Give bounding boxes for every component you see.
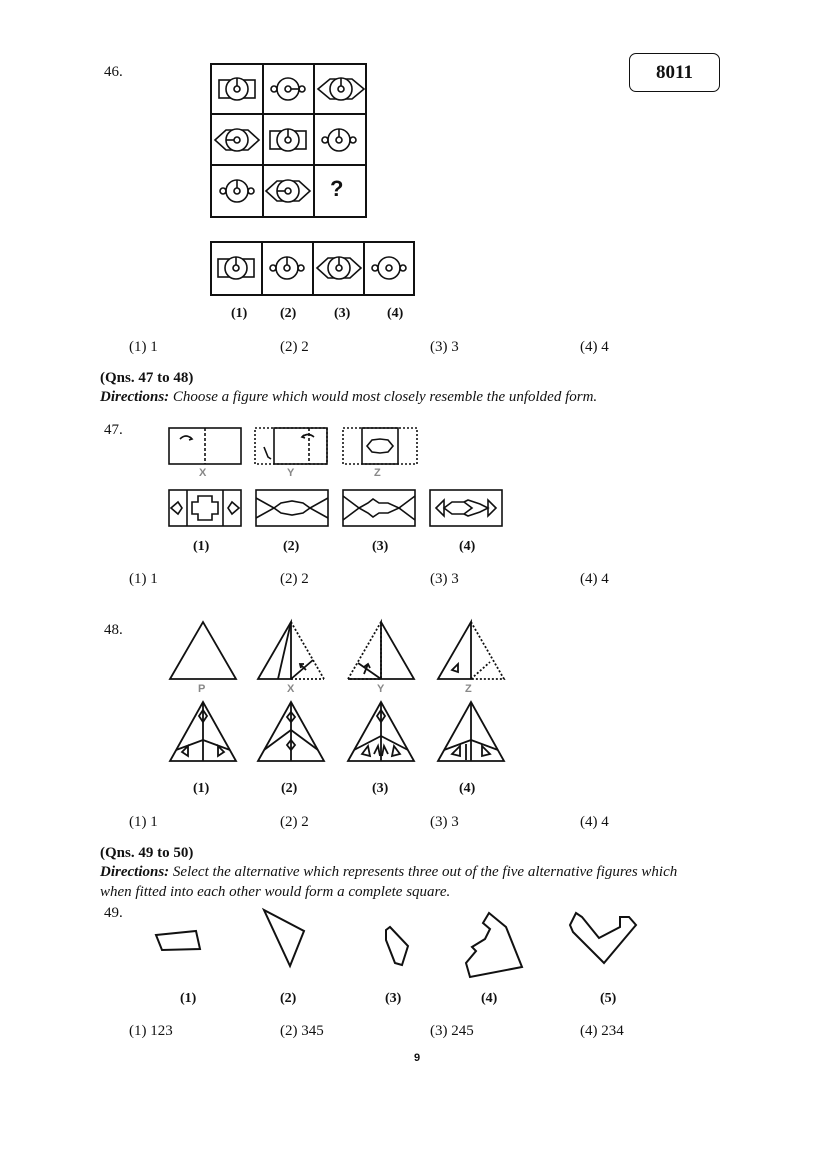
q47-fold-figures — [168, 427, 420, 467]
q49-option-2[interactable]: (2) 345 — [280, 1023, 324, 1039]
q46-fig-label-3: (3) — [334, 306, 351, 321]
directions-line-1: Select the alternative which represents three out of the five alternative figures which — [169, 864, 678, 880]
directions-label: Directions: — [100, 389, 170, 405]
paper-code-box — [629, 53, 720, 92]
q46-option-3[interactable]: (3) 3 — [430, 339, 459, 355]
paper-code: 8011 — [656, 62, 693, 83]
q48-fig-label-3: (3) — [372, 781, 389, 796]
q47-caption-z: Z — [374, 467, 381, 479]
q48-option-2[interactable]: (2) 2 — [280, 814, 309, 830]
group-49-50-directions — [100, 864, 677, 881]
q46-option-2[interactable]: (2) 2 — [280, 339, 309, 355]
q48-option-4[interactable]: (4) 4 — [580, 814, 609, 830]
q47-caption-y: Y — [287, 467, 295, 479]
q46-fig-label-2: (2) — [280, 306, 297, 321]
directions-text: Choose a figure which would most closely resemble the unfolded form. — [169, 389, 598, 405]
q47-caption-x: X — [199, 467, 207, 479]
q48-fig-label-1: (1) — [193, 781, 210, 796]
q46-number: 46. — [104, 64, 123, 80]
group-47-48-directions — [100, 389, 597, 406]
directions-label: Directions: — [100, 864, 170, 880]
q49-fig-label-3: (3) — [385, 991, 402, 1006]
q48-caption-x: X — [287, 683, 295, 695]
q46-fig-label-4: (4) — [387, 306, 404, 321]
q46-unknown-mark: ? — [330, 176, 344, 201]
q48-number: 48. — [104, 622, 123, 638]
q49-option-4[interactable]: (4) 234 — [580, 1023, 624, 1039]
q47-option-2[interactable]: (2) 2 — [280, 571, 309, 587]
q47-option-3[interactable]: (3) 3 — [430, 571, 459, 587]
q49-fig-label-5: (5) — [600, 991, 617, 1006]
q49-option-3[interactable]: (3) 245 — [430, 1023, 474, 1039]
q48-option-3[interactable]: (3) 3 — [430, 814, 459, 830]
q46-answer-figures — [210, 241, 416, 297]
q48-caption-y: Y — [377, 683, 385, 695]
q46-fig-label-1: (1) — [231, 306, 248, 321]
q48-caption-z: Z — [465, 683, 472, 695]
q47-fig-label-2: (2) — [283, 539, 300, 554]
group-47-48-heading: (Qns. 47 to 48) — [100, 370, 194, 386]
q46-matrix-figure — [210, 63, 368, 219]
group-49-50-heading: (Qns. 49 to 50) — [100, 845, 194, 861]
q49-fig-label-2: (2) — [280, 991, 297, 1006]
q49-fig-label-1: (1) — [180, 991, 197, 1006]
q46-option-4[interactable]: (4) 4 — [580, 339, 609, 355]
q48-option-1[interactable]: (1) 1 — [129, 814, 158, 830]
q47-fig-label-4: (4) — [459, 539, 476, 554]
q49-fig-label-4: (4) — [481, 991, 498, 1006]
q48-caption-p: P — [198, 683, 206, 695]
q47-fig-label-1: (1) — [193, 539, 210, 554]
q46-option-1[interactable]: (1) 1 — [129, 339, 158, 355]
q49-option-1[interactable]: (1) 123 — [129, 1023, 173, 1039]
q49-number: 49. — [104, 905, 123, 921]
q47-option-1[interactable]: (1) 1 — [129, 571, 158, 587]
q47-option-4[interactable]: (4) 4 — [580, 571, 609, 587]
q49-figures — [150, 905, 642, 980]
q48-fold-figures — [168, 620, 508, 682]
q47-answer-figures — [168, 488, 506, 530]
q47-number: 47. — [104, 422, 123, 438]
q47-fig-label-3: (3) — [372, 539, 389, 554]
q48-answer-figures — [168, 700, 508, 764]
q48-fig-label-4: (4) — [459, 781, 476, 796]
q48-fig-label-2: (2) — [281, 781, 298, 796]
page-number: 9 — [414, 1052, 421, 1064]
group-49-50-directions-cont: when fitted into each other would form a complete square. — [100, 884, 451, 900]
